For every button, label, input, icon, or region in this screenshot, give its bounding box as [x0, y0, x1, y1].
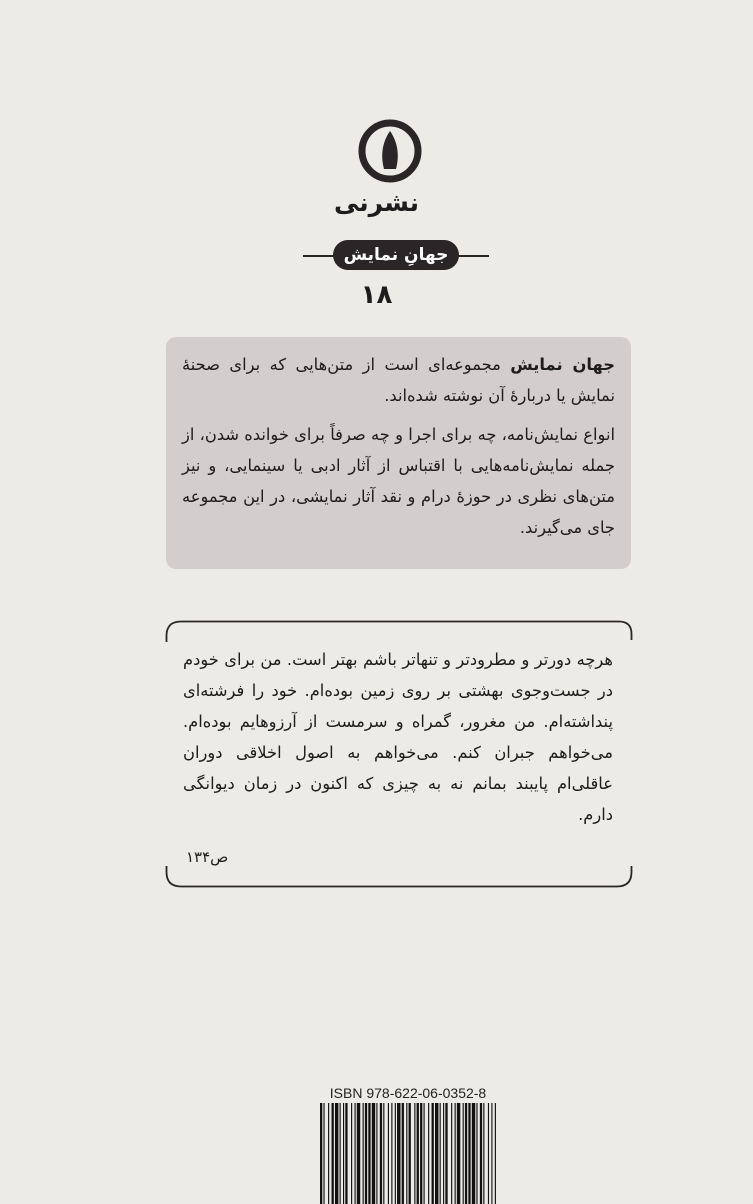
quote-text: هرچه دورتر و مطرودتر و تنهاتر باشم بهتر است. من برای خودم در جست‌وجوی بهشتی بر روی زمین بوده‌ام. خود را فرشته‌ای پنداشته‌ام. من مغرور، گمراه و سرمست از آرزوهایم بوده‌ام. می‌خواهم جبران کنم. می‌خواهم به اصول اخلاقی دوران عاقلی‌ام پایبند بمانم نه به چیزی که اکنون در زمان دیوانگی دارم.	[183, 650, 613, 824]
barcode-bar	[397, 1103, 400, 1204]
barcode-bar	[468, 1103, 470, 1204]
series-title: جهانِ نمایش	[333, 240, 459, 270]
series-description-box	[166, 337, 631, 569]
barcode-bar	[355, 1103, 356, 1204]
barcode-bar	[332, 1103, 334, 1204]
barcode-bar	[414, 1103, 415, 1204]
barcode-bar	[495, 1103, 496, 1204]
series-banner	[303, 240, 489, 270]
barcode-bar	[368, 1103, 370, 1204]
barcode-bar	[376, 1103, 377, 1204]
barcode-bar	[417, 1103, 419, 1204]
barcode-bar	[357, 1103, 360, 1204]
barcode-bar	[395, 1103, 396, 1204]
barcode-bar	[440, 1103, 441, 1204]
description-lead: جهان نمایش	[510, 355, 615, 374]
isbn-label: ISBN 978-622-06-0352-8	[329, 1085, 487, 1101]
barcode-bar	[335, 1103, 338, 1204]
description-rest: مجموعه‌ای است از متن‌هایی که برای صحنهٔ نمایش یا دربارهٔ آن نوشته شده‌اند.	[182, 355, 615, 405]
barcode-bar	[406, 1103, 407, 1204]
barcode-bar	[432, 1103, 434, 1204]
barcode-bar	[383, 1103, 384, 1204]
barcode-bar	[320, 1103, 322, 1204]
barcode-bar	[323, 1103, 324, 1204]
barcode-bar	[372, 1103, 375, 1204]
barcode-bar	[365, 1103, 367, 1204]
quote-page-reference: ص۱۳۴	[186, 848, 229, 866]
barcode-bar	[472, 1103, 475, 1204]
barcode-bar	[402, 1103, 404, 1204]
barcode-bar	[443, 1103, 444, 1204]
publisher-logo-icon	[357, 118, 423, 184]
barcode-bar	[424, 1103, 425, 1204]
barcode-bar	[391, 1103, 392, 1204]
barcode-bar	[435, 1103, 438, 1204]
description-paragraph-2: انواع نمایش‌نامه، چه برای اجرا و چه صرفاً برای خوانده شدن، از جمله نمایش‌نامه‌هایی با اقتباس از آثار ادبی یا سینمایی، و نیز متن‌های نظری در حوزهٔ درام و نقد آثار نمایشی، در این مجموعه جای می‌گیرند.	[182, 425, 615, 537]
barcode-bar	[340, 1103, 341, 1204]
barcode-bar	[483, 1103, 484, 1204]
barcode-bar	[363, 1103, 364, 1204]
barcode-bar	[480, 1103, 482, 1204]
barcode-bar	[351, 1103, 352, 1204]
barcode-bar	[409, 1103, 411, 1204]
barcode-bar	[463, 1103, 464, 1204]
barcode-bar	[420, 1103, 422, 1204]
publisher-name: نشرنی	[333, 188, 420, 217]
barcode-bar	[491, 1103, 492, 1204]
barcode-bar	[388, 1103, 389, 1204]
barcode-bar	[465, 1103, 467, 1204]
barcode-bar	[445, 1103, 447, 1204]
barcode-bar	[455, 1103, 456, 1204]
barcode-bar	[345, 1103, 347, 1204]
barcode-bar	[451, 1103, 452, 1204]
barcode	[318, 1103, 498, 1204]
barcode-bar	[343, 1103, 344, 1204]
barcode-bar	[328, 1103, 329, 1204]
barcode-bar	[428, 1103, 429, 1204]
description-paragraph-1	[182, 349, 615, 411]
barcode-bar	[488, 1103, 489, 1204]
series-number: ۱۸	[360, 280, 393, 310]
barcode-bar	[457, 1103, 460, 1204]
barcode-bar	[476, 1103, 477, 1204]
barcode-bar	[380, 1103, 382, 1204]
